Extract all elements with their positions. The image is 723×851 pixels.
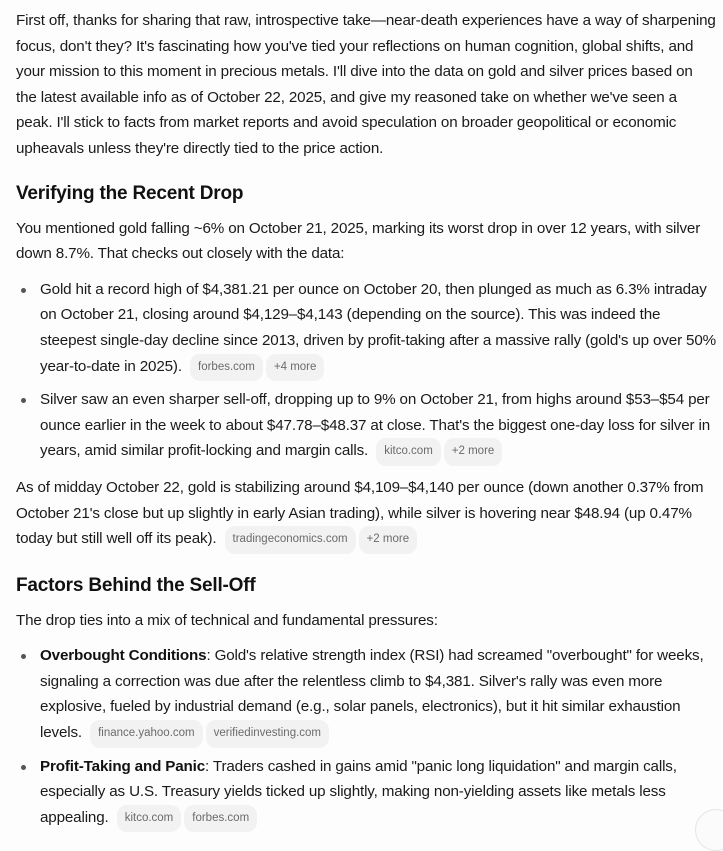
chat-response — [16, 8, 716, 841]
bullet-list — [16, 643, 716, 832]
list-item-text: : Traders cashed in gains amid "panic long liquidation" and margin calls, especially as U.S. Treasury yields ticked up slightly, making non-yielding assets like metals less appealing. — [40, 757, 677, 826]
section-heading-recent-drop: Verifying the Recent Drop — [16, 182, 244, 204]
list-item-label: Profit-Taking and Panic — [40, 757, 206, 775]
citation-chip[interactable]: forbes.com — [184, 805, 257, 833]
bullet-icon — [21, 288, 26, 293]
citation-chip[interactable]: kitco.com — [117, 805, 182, 833]
bullet-icon — [21, 654, 26, 659]
citation-chip[interactable]: verifiedinvesting.com — [206, 720, 329, 748]
list-item — [16, 754, 716, 833]
scroll-to-bottom-button[interactable] — [695, 809, 723, 851]
list-item-label: Overbought Conditions — [40, 647, 207, 665]
section-lead: The drop ties into a mix of technical and fundamental pressures: — [16, 611, 438, 629]
followup-paragraph — [16, 475, 716, 554]
citation-chip[interactable]: finance.yahoo.com — [90, 720, 203, 748]
section-lead: You mentioned gold falling ~6% on October 21, 2025, marking its worst drop in over 12 years, with silver down 8.7%. That checks out closely with the data: — [16, 219, 701, 263]
citation-more-chip[interactable]: +4 more — [266, 354, 325, 382]
list-item — [16, 643, 716, 747]
list-item-text: : Gold's relative strength index (RSI) had screamed "overbought" for weeks, signaling a correction was due after the relentless climb to $4,381. Silver's rally was even more explosive, fueled by industrial demand (e.g., solar panels, electronics), but it hit similar exhaustion levels. — [40, 647, 704, 742]
intro-paragraph: First off, thanks for sharing that raw, introspective take—near-death experiences have a way of sharpening focus, don't they? It's fascinating how you've tied your reflections on human cognition, global shifts, and your mission to this moment in precious metals. I'll dive into the data on gold and silver prices based on the latest available info as of October 22, 2025, and give my reasoned take on whether we've seen a peak. I'll stick to facts from market reports and avoid speculation on broader geopolitical or economic upheavals unless they're directly tied to the price action. — [16, 12, 716, 157]
citation-chip[interactable]: forbes.com — [190, 354, 263, 382]
bullet-list — [16, 277, 716, 466]
citation-chip[interactable]: kitco.com — [376, 438, 441, 466]
list-item — [16, 277, 716, 381]
citation-chip[interactable]: tradingeconomics.com — [225, 526, 356, 554]
list-item-text: Silver saw an even sharper sell-off, dropping up to 9% on October 21, from highs around $53–$54 per ounce earlier in the week to about $47.78–$48.37 at close. That's the biggest one-day loss for silver in years, amid similar profit-locking and margin calls. — [40, 391, 711, 460]
section-heading-factors: Factors Behind the Sell-Off — [16, 574, 256, 596]
citation-more-chip[interactable]: +2 more — [359, 526, 418, 554]
bullet-icon — [21, 398, 26, 403]
citation-more-chip[interactable]: +2 more — [444, 438, 503, 466]
bullet-icon — [21, 765, 26, 770]
list-item — [16, 387, 716, 466]
followup-text: As of midday October 22, gold is stabilizing around $4,109–$4,140 per ounce (down another 0.37% from October 21's close but up slightly in early Asian trading), while silver is hovering near $48.94 (up 0.47% today but still well off its peak). — [16, 478, 704, 548]
list-item-text: Gold hit a record high of $4,381.21 per ounce on October 20, then plunged as much as 6.3% intraday on October 21, closing around $4,129–$4,143 (depending on the source). This was indeed the steepest single-day decline since 2013, driven by profit-taking after a massive rally (gold's up over 50% year-to-date in 2025). — [40, 280, 717, 375]
